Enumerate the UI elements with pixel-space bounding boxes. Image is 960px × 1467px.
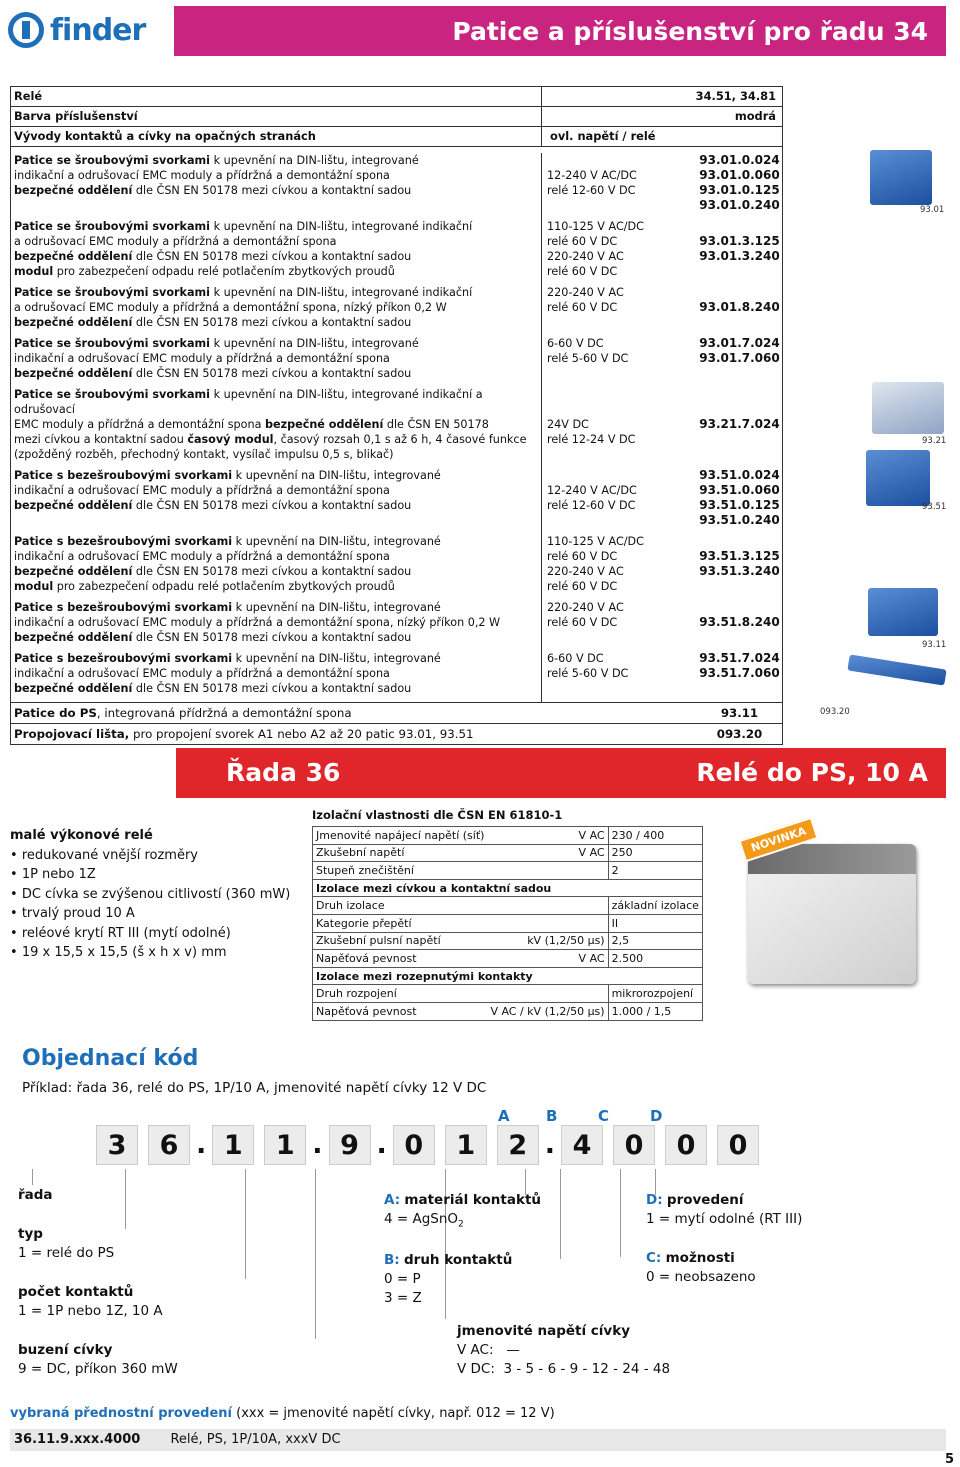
features-list (10, 826, 290, 963)
insulation-row (313, 862, 703, 880)
row-description: Patice se šroubovými svorkami k upevnění na DIN-lištu, integrované indikační (14, 220, 473, 233)
code-part-c (646, 1249, 756, 1287)
insulation-param: Zkušební napětí (313, 844, 488, 862)
table-row (11, 483, 782, 498)
code-part-type (18, 1225, 114, 1263)
insulation-unit: kV (1,2/50 µs) (487, 932, 608, 950)
table-row (11, 681, 782, 696)
table-row (11, 219, 782, 234)
d-value: 1 = mytí odolné (RT III) (646, 1211, 803, 1227)
row-voltage (541, 315, 673, 330)
row-description: Patice s bezešroubovými svorkami k upevnění na DIN-lištu, integrované (14, 652, 441, 665)
row-code (673, 681, 782, 696)
row-description: Patice s bezešroubovými svorkami k upevnění na DIN-lištu, integrované (14, 469, 441, 482)
row-voltage: 12-240 V AC/DC (541, 168, 673, 183)
connector-line (620, 1169, 621, 1257)
page-number: 5 (944, 1452, 954, 1467)
insulation-unit (487, 914, 608, 932)
insulation-row (313, 844, 703, 862)
table-row (11, 468, 782, 483)
row-description (11, 198, 541, 213)
connector-line (125, 1169, 126, 1229)
row-description: bezpečné oddělení dle ČSN EN 50178 mezi cívkou a kontaktní sadou (14, 631, 412, 644)
code-digit: 6 (148, 1125, 190, 1165)
row-description: indikační a odrušovací EMC moduly a přídržná a demontážní spona (14, 352, 390, 365)
header-label: Barva příslušenství (14, 109, 138, 123)
coil-voltage-ac: V AC: — (457, 1342, 520, 1358)
row-voltage: 110-125 V AC/DC (541, 534, 673, 549)
insulation-param: Jmenovité napájecí napětí (síť) (313, 827, 488, 845)
row-code: 93.51.0.240 (699, 513, 780, 527)
photo-label-093-20: 093.20 (820, 707, 850, 717)
b-value-1: 0 = P (384, 1271, 421, 1287)
insulation-row (313, 1002, 703, 1020)
a-value: 4 = AgSnO (384, 1211, 459, 1227)
row-voltage: 12-240 V AC/DC (541, 483, 673, 498)
a-label: materiál kontaktů (404, 1192, 542, 1208)
row-voltage (541, 198, 673, 213)
header-label: Relé (14, 89, 43, 103)
insulation-row (313, 985, 703, 1003)
c-value: 0 = neobsazeno (646, 1269, 756, 1285)
code-digit: 1 (445, 1125, 487, 1165)
insulation-unit (487, 985, 608, 1003)
row-description (11, 513, 541, 528)
row-description: bezpečné oddělení dle ČSN EN 50178 mezi cívkou a kontaktní sadou (14, 565, 412, 578)
insulation-row (313, 879, 703, 897)
table-header-rows (11, 87, 782, 147)
feature-item: • reléové krytí RT III (mytí odolné) (10, 924, 290, 944)
feature-item: • redukované vnější rozměry (10, 846, 290, 866)
features-title: malé výkonové relé (10, 828, 153, 843)
connector-line (560, 1169, 561, 1259)
table-row (11, 651, 782, 666)
row-code: 93.51.0.060 (699, 483, 780, 497)
row-voltage: 220-240 V AC (541, 249, 673, 264)
insulation-param: Druh rozpojení (313, 985, 488, 1003)
series-36-banner (176, 748, 946, 798)
row-voltage (541, 681, 673, 696)
row-voltage: 110-125 V AC/DC (541, 219, 673, 234)
row-voltage: relé 60 V DC (541, 615, 673, 630)
code-letter-d: D (650, 1107, 663, 1125)
header-value (673, 127, 782, 146)
header-label: Vývody kontaktů a cívky na opačných stranách (14, 129, 316, 143)
insulation-value: II (608, 914, 702, 932)
row-code (673, 366, 782, 381)
row-voltage: 6-60 V DC (541, 651, 673, 666)
preferred-title-rest: (xxx = jmenovité napětí cívky, např. 012 = 12 V) (231, 1406, 555, 1421)
insulation-value: 2.500 (608, 950, 702, 968)
table-row (11, 564, 782, 579)
insulation-unit: V AC / kV (1,2/50 µs) (487, 1002, 608, 1020)
contacts-value: 1 = 1P nebo 1Z, 10 A (18, 1303, 163, 1319)
row-description: a odrušovací EMC moduly a přídržná a demontážní spona, nízký příkon 0,2 W (14, 301, 447, 314)
table-body (11, 147, 782, 702)
table-row (11, 336, 782, 351)
table-row (11, 153, 782, 168)
insulation-title: Izolační vlastnosti dle ČSN EN 61810-1 (312, 808, 563, 822)
ordering-example: Příklad: řada 36, relé do PS, 1P/10 A, jmenovité napětí cívky 12 V DC (22, 1080, 487, 1096)
coil-voltage-label: jmenovité napětí cívky (457, 1323, 631, 1339)
table-header-row (11, 127, 782, 147)
order-code-boxes (96, 1125, 769, 1169)
row-code: 93.51.7.060 (699, 666, 780, 680)
row-code: 93.01.0.240 (699, 198, 780, 212)
code-digit: 0 (665, 1125, 707, 1165)
coil-value: 9 = DC, příkon 360 mW (18, 1361, 178, 1377)
socket-table (10, 86, 783, 745)
insulation-row (313, 932, 703, 950)
row-code: 93.01.0.024 (699, 153, 780, 167)
code-digit: 1 (264, 1125, 306, 1165)
preferred-title-blue: vybraná přednostní provedení (10, 1406, 232, 1421)
row-description: bezpečné oddělení dle ČSN EN 50178 mezi cívkou a kontaktní sadou (14, 682, 412, 695)
insulation-row (313, 967, 703, 985)
row-code (673, 447, 782, 462)
row-voltage: 220-240 V AC (541, 600, 673, 615)
insulation-param: Druh izolace (313, 897, 488, 915)
finder-logo-icon (8, 12, 44, 48)
row-description: bezpečné oddělení dle ČSN EN 50178 mezi cívkou a kontaktní sadou (14, 184, 412, 197)
insulation-value: 2 (608, 862, 702, 880)
socket-93-11-photo (868, 588, 938, 636)
coil-voltage-dc: V DC: 3 - 5 - 6 - 9 - 12 - 24 - 48 (457, 1361, 671, 1377)
row-description: bezpečné oddělení dle ČSN EN 50178 mezi cívkou a kontaktní sadou (14, 367, 412, 380)
ordering-title: Objednací kód (22, 1046, 199, 1071)
row-code: 93.01.0.125 (699, 183, 780, 197)
row-description: indikační a odrušovací EMC moduly a přídržná a demontážní spona (14, 169, 390, 182)
table-row (11, 168, 782, 183)
feature-item: • trvalý proud 10 A (10, 904, 290, 924)
table-row (11, 351, 782, 366)
row-description: mezi cívkou a kontaktní sadou časový modul, časový rozsah 0,1 s až 6 h, 4 časové funkce (14, 433, 527, 446)
table-row (11, 534, 782, 549)
header-value: 34.51, 34.81 (695, 89, 776, 103)
row-description: modul pro zabezpečení odpadu relé potlačením zbytkových proudů (14, 265, 395, 278)
code-digit: 2 (497, 1125, 539, 1165)
table-row (11, 498, 782, 513)
feature-item: • 19 x 15,5 x 15,5 (š x h x v) mm (10, 943, 290, 963)
insulation-row (313, 827, 703, 845)
insulation-table (312, 826, 703, 1021)
row-voltage (541, 387, 673, 417)
ps-code: 93.11 (720, 706, 759, 720)
code-letter-b: B (546, 1107, 558, 1125)
table-row (11, 285, 782, 300)
code-part-a (384, 1191, 541, 1235)
row-code: 93.01.8.240 (699, 300, 780, 314)
row-voltage: 220-240 V AC (541, 285, 673, 300)
table-row (11, 666, 782, 681)
row-code (673, 264, 782, 279)
row-code (673, 315, 782, 330)
table-row (11, 615, 782, 630)
row-voltage: 24V DC (541, 417, 673, 432)
code-part-b (384, 1251, 512, 1308)
row-code: 93.51.3.125 (699, 549, 780, 563)
series-label: řada (18, 1187, 53, 1203)
row-code (673, 600, 782, 615)
row-voltage: 6-60 V DC (541, 336, 673, 351)
code-digit: 3 (96, 1125, 138, 1165)
photo-label-93-21: 93.21 (922, 436, 947, 446)
row-voltage: relé 60 V DC (541, 234, 673, 249)
coil-label: buzení cívky (18, 1342, 113, 1358)
row-description: bezpečné oddělení dle ČSN EN 50178 mezi cívkou a kontaktní sadou (14, 499, 412, 512)
table-header-row (11, 87, 782, 107)
page-title: Patice a příslušenství pro řadu 34 (174, 6, 946, 56)
row-voltage: relé 60 V DC (541, 549, 673, 564)
b-key: B: (384, 1252, 400, 1268)
a-subscript: 2 (458, 1219, 464, 1230)
bridge-093-20-photo (847, 654, 946, 685)
row-voltage (541, 153, 673, 168)
feature-item: • 1P nebo 1Z (10, 865, 290, 885)
table-row (11, 513, 782, 528)
code-dot: . (196, 1129, 207, 1160)
table-row (11, 579, 782, 594)
row-description: Patice se šroubovými svorkami k upevnění na DIN-lištu, integrované (14, 337, 419, 350)
insulation-section-heading: Izolace mezi rozepnutými kontakty (313, 967, 703, 985)
socket-93-51-photo (866, 450, 930, 506)
row-voltage: relé 60 V DC (541, 300, 673, 315)
row-code (673, 534, 782, 549)
type-label: typ (18, 1226, 43, 1242)
photo-label-93-11: 93.11 (922, 640, 947, 650)
code-dot: . (544, 1129, 556, 1160)
photo-label-93-51: 93.51 (922, 502, 947, 512)
row-description: modul pro zabezpečení odpadu relé potlačením zbytkových proudů (14, 580, 395, 593)
row-code: 93.51.8.240 (699, 615, 780, 629)
code-part-series (18, 1186, 53, 1205)
code-digit: 1 (212, 1125, 254, 1165)
row-description: Patice s bezešroubovými svorkami k upevnění na DIN-lištu, integrované (14, 535, 441, 548)
preferred-desc: Relé, PS, 1P/10A, xxxV DC (170, 1432, 341, 1447)
insulation-value: mikrorozpojení (608, 985, 702, 1003)
series-36-title: Řada 36 (226, 758, 341, 787)
type-value: 1 = relé do PS (18, 1245, 115, 1261)
code-digit: 0 (717, 1125, 759, 1165)
table-row (11, 300, 782, 315)
table-row (11, 183, 782, 198)
header-mid: ovl. napětí / relé (541, 127, 673, 146)
row-code (673, 432, 782, 447)
c-key: C: (646, 1250, 662, 1266)
insulation-unit (487, 862, 608, 880)
row-code: 93.51.0.125 (699, 498, 780, 512)
finder-logo (8, 12, 145, 48)
row-description: indikační a odrušovací EMC moduly a přídržná a demontážní spona (14, 667, 390, 680)
insulation-param: Napěťová pevnost (313, 1002, 488, 1020)
table-row (11, 249, 782, 264)
bridge-label: Propojovací lišta, pro propojení svorek A1 nebo A2 až 20 patic 93.01, 93.51 (14, 727, 474, 741)
row-voltage (541, 447, 673, 462)
insulation-param: Kategorie přepětí (313, 914, 488, 932)
row-voltage: relé 60 V DC (541, 579, 673, 594)
insulation-row (313, 914, 703, 932)
insulation-param: Napěťová pevnost (313, 950, 488, 968)
header-value: modrá (734, 109, 776, 123)
a-key: A: (384, 1192, 401, 1208)
row-description: (zpožděný rozběh, přechodný kontakt, vysílač impulsu 0,5 s, blikač) (14, 448, 394, 461)
preferred-code: 36.11.9.xxx.4000 (14, 1432, 141, 1447)
row-description: a odrušovací EMC moduly a přídržná a demontážní spona (14, 235, 337, 248)
photo-label-93-01: 93.01 (920, 205, 945, 215)
series-36-subtitle: Relé do PS, 10 A (696, 758, 928, 787)
features-items (10, 846, 290, 963)
code-part-coil-voltage (457, 1322, 670, 1379)
table-row (11, 366, 782, 381)
table-row (11, 387, 782, 417)
row-voltage (541, 366, 673, 381)
row-voltage: relé 60 V DC (541, 264, 673, 279)
insulation-unit: V AC (487, 827, 608, 845)
row-description: Patice se šroubovými svorkami k upevnění na DIN-lištu, integrované indikační (14, 286, 473, 299)
insulation-value: 230 / 400 (608, 827, 702, 845)
d-key: D: (646, 1192, 663, 1208)
insulation-value: 250 (608, 844, 702, 862)
connector-line (32, 1169, 33, 1185)
insulation-row (313, 897, 703, 915)
table-row-bridge (11, 723, 782, 744)
d-label: provedení (666, 1192, 744, 1208)
row-code: 93.51.7.024 (699, 651, 780, 665)
row-code (673, 630, 782, 645)
row-code: 93.01.3.125 (699, 234, 780, 248)
row-description: indikační a odrušovací EMC moduly a přídržná a demontážní spona, nízký příkon 0,2 W (14, 616, 501, 629)
insulation-unit (487, 897, 608, 915)
row-code: 93.01.7.024 (699, 336, 780, 350)
code-part-d (646, 1191, 802, 1229)
table-row (11, 549, 782, 564)
row-voltage (541, 630, 673, 645)
table-row (11, 234, 782, 249)
table-row (11, 630, 782, 645)
row-code: 93.01.0.060 (699, 168, 780, 182)
insulation-value: 2,5 (608, 932, 702, 950)
row-code: 93.01.7.060 (699, 351, 780, 365)
code-part-coil (18, 1341, 178, 1379)
code-letter-a: A (498, 1107, 510, 1125)
row-code: 93.51.3.240 (699, 564, 780, 578)
insulation-param: Zkušební pulsní napětí (313, 932, 488, 950)
row-voltage (541, 468, 673, 483)
row-voltage: relé 5-60 V DC (541, 351, 673, 366)
code-part-contacts (18, 1283, 163, 1321)
table-row (11, 447, 782, 462)
row-voltage: relé 5-60 V DC (541, 666, 673, 681)
connector-line (315, 1169, 316, 1339)
table-row (11, 600, 782, 615)
insulation-param: Stupeň znečištění (313, 862, 488, 880)
row-voltage: relé 12-24 V DC (541, 432, 673, 447)
table-row (11, 198, 782, 213)
bridge-code: 093.20 (716, 727, 763, 741)
code-digit: 9 (329, 1125, 371, 1165)
row-code: 93.51.0.024 (699, 468, 780, 482)
table-row-ps (11, 702, 782, 723)
row-voltage: relé 12-60 V DC (541, 498, 673, 513)
contacts-label: počet kontaktů (18, 1284, 134, 1300)
table-header-row (11, 107, 782, 127)
novinka-badge: NOVINKA (738, 817, 818, 863)
code-digit: 4 (561, 1125, 603, 1165)
insulation-value: základní izolace (608, 897, 702, 915)
code-letter-c: C (598, 1107, 610, 1125)
socket-93-01-photo (870, 150, 932, 205)
connector-line (245, 1169, 246, 1279)
row-description: Patice s bezešroubovými svorkami k upevnění na DIN-lištu, integrované (14, 601, 441, 614)
row-description: indikační a odrušovací EMC moduly a přídržná a demontážní spona (14, 484, 390, 497)
row-code: 93.01.3.240 (699, 249, 780, 263)
header-mid (541, 87, 673, 106)
table-row (11, 417, 782, 432)
header-mid (541, 107, 673, 126)
feature-item: • DC cívka se zvýšenou citlivostí (360 mW) (10, 885, 290, 905)
row-voltage (541, 513, 673, 528)
code-digit: 0 (613, 1125, 655, 1165)
row-voltage: relé 12-60 V DC (541, 183, 673, 198)
insulation-section-heading: Izolace mezi cívkou a kontaktní sadou (313, 879, 703, 897)
row-code (673, 387, 782, 417)
ps-label: Patice do PS, integrovaná přídržná a demontážní spona (14, 706, 352, 720)
insulation-value: 1.000 / 1,5 (608, 1002, 702, 1020)
row-code (673, 285, 782, 300)
row-code (673, 579, 782, 594)
row-description: bezpečné oddělení dle ČSN EN 50178 mezi cívkou a kontaktní sadou (14, 316, 412, 329)
table-row (11, 432, 782, 447)
code-digit: 0 (393, 1125, 435, 1165)
code-dot: . (376, 1129, 387, 1160)
row-description: indikační a odrušovací EMC moduly a přídržná a demontážní spona (14, 550, 390, 563)
row-voltage: 220-240 V AC (541, 564, 673, 579)
preferred-title (10, 1406, 555, 1421)
c-label: možnosti (665, 1250, 735, 1266)
row-code (673, 219, 782, 234)
row-description: Patice se šroubovými svorkami k upevnění na DIN-lištu, integrované indikační a odrušovací (14, 388, 483, 416)
insulation-unit: V AC (487, 844, 608, 862)
code-dot: . (312, 1129, 323, 1160)
insulation-row (313, 950, 703, 968)
row-description: bezpečné oddělení dle ČSN EN 50178 mezi cívkou a kontaktní sadou (14, 250, 412, 263)
table-row (11, 264, 782, 279)
b-value-2: 3 = Z (384, 1290, 422, 1306)
socket-93-21-photo (872, 382, 944, 434)
row-code: 93.21.7.024 (699, 417, 780, 431)
row-description: Patice se šroubovými svorkami k upevnění na DIN-lištu, integrované (14, 154, 419, 167)
preferred-row (10, 1429, 946, 1451)
b-label: druh kontaktů (404, 1252, 513, 1268)
insulation-unit: V AC (487, 950, 608, 968)
relay-36-photo (734, 824, 924, 1004)
logo-text: finder (50, 12, 146, 48)
row-description: EMC moduly a přídržná a demontážní spona bezpečné oddělení dle ČSN EN 50178 (14, 418, 489, 431)
table-row (11, 315, 782, 330)
